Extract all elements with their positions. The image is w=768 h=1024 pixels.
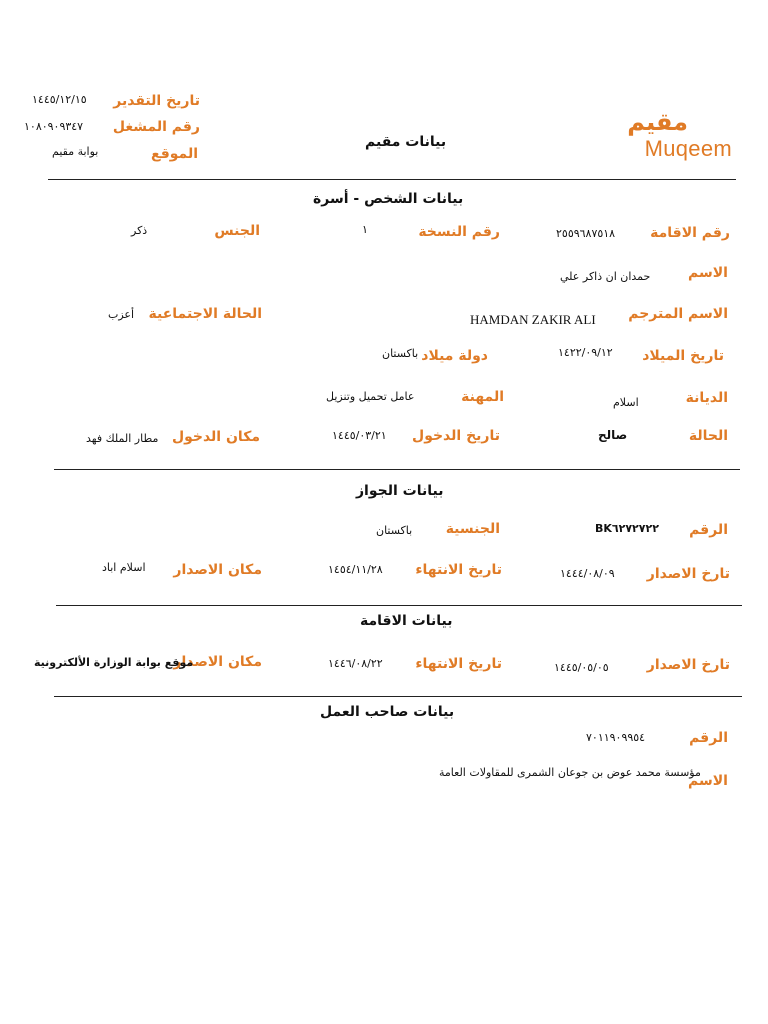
employer-number-label: الرقم — [689, 730, 728, 746]
translated-name-value: HAMDAN ZAKIR ALI — [470, 312, 596, 327]
gender-value: ذكر — [131, 224, 148, 237]
passport-expiry-label: تاريخ الانتهاء — [415, 562, 502, 578]
birth-country-label: دولة ميلاد — [421, 348, 488, 364]
religion-label: الديانة — [685, 390, 728, 406]
divider — [56, 605, 742, 606]
nationality-label: الجنسية — [445, 521, 500, 537]
passport-issue-date-value: ١٤٤٤/٠٨/٠٩ — [560, 567, 615, 580]
status-label: الحالة — [688, 428, 728, 444]
birth-date-label: تاريخ الميلاد — [642, 348, 724, 364]
operator-number-label: رقم المشغل — [112, 119, 200, 135]
operator-number-value: ١٠٨٠٩٠٩٣٤٧ — [24, 120, 84, 133]
residency-issue-date-label: تارخ الاصدار — [646, 657, 730, 673]
copy-number-value: ١ — [362, 223, 368, 236]
nationality-value: باكستان — [376, 524, 413, 537]
residency-expiry-label: تاريخ الانتهاء — [415, 656, 502, 672]
residency-issue-place-label: مكان الاصدار — [173, 654, 262, 670]
passport-issue-date-label: تارخ الاصدار — [646, 566, 730, 582]
entry-place-label: مكان الدخول — [171, 429, 260, 445]
birth-country-value: باكستان — [382, 347, 419, 360]
entry-date-label: تاريخ الدخول — [412, 428, 500, 444]
marital-status-label: الحالة الاجتماعية — [148, 306, 262, 322]
person-section-title: بيانات الشخص - أسرة — [313, 191, 464, 207]
employer-number-value: ٧٠١١٩٠٩٩٥٤ — [586, 731, 646, 744]
birth-date-value: ١٤٢٢/٠٩/١٢ — [558, 346, 613, 359]
occupation-label: المهنة — [461, 389, 504, 405]
passport-section-title: بيانات الجواز — [356, 483, 444, 499]
employer-name-value: مؤسسة محمد عوض بن جوعان الشمرى للمقاولات العامة — [439, 766, 701, 779]
copy-number-label: رقم النسخة — [418, 224, 500, 240]
iqama-number-value: ٢٥٥٩٦٨٧٥١٨ — [556, 227, 616, 240]
divider — [48, 179, 736, 180]
name-label: الاسم — [688, 265, 728, 281]
residency-section-title: بيانات الاقامة — [360, 613, 453, 629]
residency-issue-place-value: موقع بوابة الوزارة الألكترونية — [34, 656, 194, 669]
employer-name-label: الاسم — [688, 773, 728, 789]
passport-number-value: BK٦٢٧٢٧٢٢ — [595, 522, 659, 535]
divider — [54, 696, 742, 697]
residency-issue-date-value: ١٤٤٥/٠٥/٠٥ — [554, 661, 609, 674]
divider — [54, 469, 740, 470]
occupation-value: عامل تحميل وتنزيل — [326, 390, 415, 403]
page-title: بيانات مقيم — [365, 134, 447, 150]
residency-expiry-value: ١٤٤٦/٠٨/٢٢ — [328, 657, 383, 670]
passport-expiry-value: ١٤٥٤/١١/٢٨ — [328, 563, 383, 576]
site-label: الموقع — [151, 146, 198, 162]
employer-section-title: بيانات صاحب العمل — [320, 704, 455, 720]
marital-status-value: أعزب — [108, 308, 135, 321]
translated-name-label: الاسم المترجم — [628, 306, 728, 322]
muqeem-logo-english: Muqeem — [644, 136, 732, 161]
gender-label: الجنس — [214, 223, 260, 239]
passport-issue-place-label: مكان الاصدار — [173, 562, 262, 578]
muqeem-logo-arabic: مقيم — [627, 108, 688, 136]
religion-value: اسلام — [613, 396, 639, 409]
iqama-number-label: رقم الاقامة — [650, 225, 730, 241]
passport-number-label: الرقم — [689, 522, 728, 538]
entry-date-value: ١٤٤٥/٠٣/٢١ — [332, 429, 387, 442]
report-date-label: تاريخ التقدير — [113, 93, 200, 109]
passport-issue-place-value: اسلام اباد — [102, 561, 146, 574]
name-value: حمدان ان ذاكر علي — [560, 270, 651, 283]
entry-place-value: مطار الملك فهد — [86, 432, 159, 445]
site-value: بوابة مقيم — [52, 145, 99, 158]
report-date-value: ١٤٤٥/١٢/١٥ — [32, 93, 87, 106]
status-value: صالح — [598, 428, 628, 442]
